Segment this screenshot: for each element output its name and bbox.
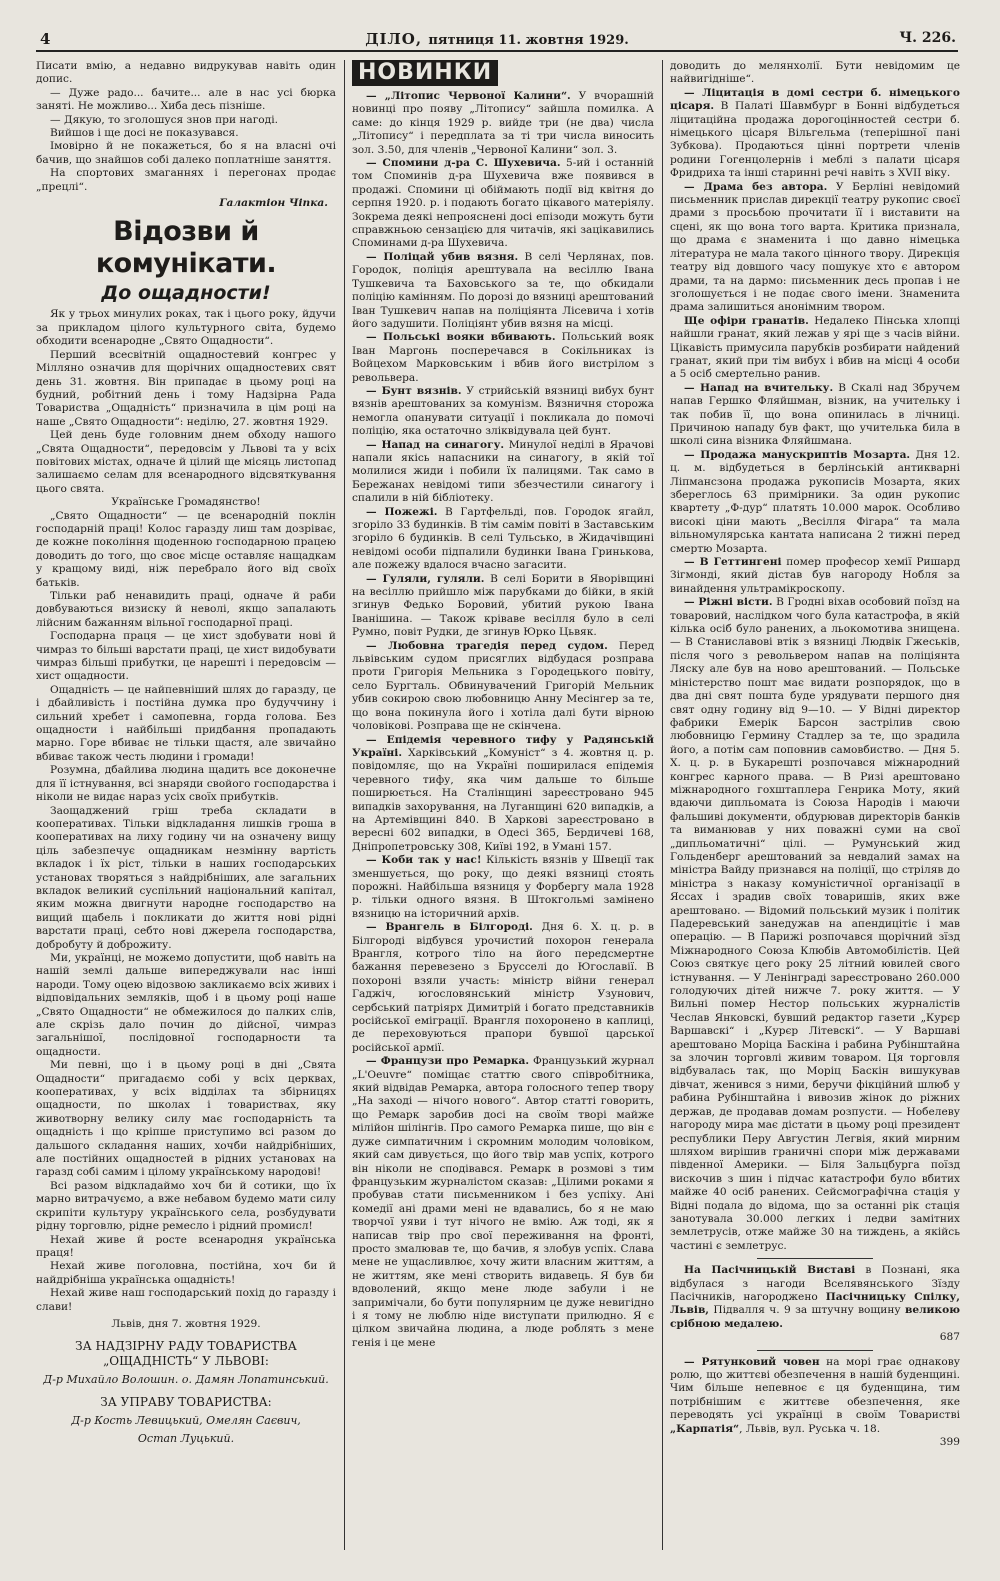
paragraph: Ми, українці, не можемо допустити, щоб навіть на нашій землі дальше випереджували нас інші народи. Тому оцею відозвою закликаємо всіх живих і відповідальних земляків, щоб і в цьому році наше „Свято Ощадности“ не обмежилося до палких слів, але скрізь дало почин до дійсної, чимраз загальнішої, послідовної господарности та ощадности. xyxy=(36,951,336,1058)
paragraph: Господарна праця — це хист здобувати нові й чимраз то більші варстати праці, це хист видобувати чимраз більші прибутки, це нарешті і передовсім — хист ощадности. xyxy=(36,630,336,683)
news-item-text: Перед львівським судом присяглих відбудася розправа проти Григорія Мельника з Городецького повіту, село Бургталь. Обвинувачений Григорій Мельник убив сокирою свою любовницю Анну Месінгер за те, що вона покинула його і хотіла далі бути вірною чоловікові. Розправа ще не скінчена. xyxy=(352,639,654,733)
news-item-title: — Драма без автора. xyxy=(684,180,828,193)
news-item-title: — Епідемія черевного тифу у Радянській Україні. xyxy=(352,733,654,759)
news-item xyxy=(352,506,654,573)
article-title: До ощадности! xyxy=(101,282,271,305)
paragraph: Ми певні, що і в цьому році в дні „Свята Ощадности“ пригадаємо собі у всіх церквах, кооперативах, у всіх відділах та збірницях ощадности, по школах і товариствах, яку животворну велику силу має господарність та ощадність і що кріпше приступимо всі разом до дальшого складання наших, хочби найдрібніших, але постійних ощадностей в рідних установах на гаразд собі самим і цілому українському народові! xyxy=(36,1059,336,1179)
management-names xyxy=(36,1432,336,1446)
issue-date: пятниця 11. жовтня 1929. xyxy=(428,33,629,48)
advert-text: в Познані, яка відбулася з нагоди Вселявянського Зїзду Пасічників, нагороджено xyxy=(670,1264,960,1303)
news-item-title: — Поліцай убив вязня. xyxy=(366,250,519,263)
masthead xyxy=(36,28,958,52)
article-body xyxy=(36,308,336,1313)
news-item xyxy=(352,439,654,506)
news-item-text: В селі Черлянах, пов. Городок, поліція арештувала на весіллю Івана Тушкевича та Баховського за те, що обкидали поліцію камінням. По дорозі до вязниці арештований Іван Тушкевич напав на поліціянта Лісевича і хотів його задушити. Поліціянт убив вязня на місці. xyxy=(352,250,654,330)
news-item-text: Дня 6. Х. ц. р. в Білгороді відбувся урочистий похорон генерала Врангля, котрого тіло на його передсмертне бажання перевезено з Брусселі до Югославії. В похороні взяли участь: міністр війни генерал Гаджіч, югословянський міністр Узунович, сербський патріярх Димитрій і богато представників російської еміграції. Врангля похоронено в каплиці, де переховуються прапори бувшої царської російської армії. xyxy=(352,921,654,1054)
news-item-text: Французький журнал „L'Oeuvre“ поміщає статтю свого співробітника, який відвідав Ремарка, автора голосного тепер твору „На заході — нічого нового“. Автор статті говорить, що Ремарк заробив досі на своїм творі майже мілійон шілінгів. Про самого Ремарка пише, що він є дуже симпатичним і скромним молодим чоловіком, який сам дивується, що його твір мав успіх, котрого він ніколи не сподівався. Ремарк в розмові з тим французьким журналістом сказав: „Цілими роками я пробував стати письменником і без успіху. Ані комедії ані драми мені не вдавались, бо я не маю творчої уяви і тут нічого не вмію. Аж тоді, як я написав твір про свої переживання на фронті, просто змалював те, що бачив, я злобув успіх. Слава мене не ущасливлює, хочу жити власним життям, а не життям, яке мені створить видавець. Я був би вдоволений, якщо мене люде забули і не запримічали, бо бути популярним це дуже невигідно і я тому не люблю ніде виступати прилюдно. Я є цілком звичайна людина, а люде роблять з мене генія і це мене xyxy=(352,1055,654,1349)
news-item-text: У Берліні невідомий письменник прислав дирекції театру рукопис своєї драми з просьбою прочитати її і виставити на сцені, як що вона того варта. Критика признала, що драма є знаменита і що давно німецька література не мала такого цінного твору. Дирекція театру від довшого часу пошукує хто є автором драми, та на дармо: письменник десь пропав і не зголошується і не подає свого імени. Знаменита драма залишиться анонімним твором. xyxy=(670,180,960,314)
column-rule-2 xyxy=(662,60,663,1550)
news-item-text: В Гартфельді, пов. Городок ягайл, згоріло 33 будинків. В тім самім повіті в Заставським згоріло 6 будинків. В селі Тульсько, в Жидачівщині невідомі особи підпалили будинки Івана Гриньковa, але пожежу вдалося вчасно загасити. xyxy=(352,505,654,572)
news-item-text: 5-ий і останній том Споминів д-ра Шухевича вже появився в продажі. Спомини ці обіймають події від квітня до серпня 1920. р. і подають богато цікавого матеріялу. Зокрема деякі непрояснені досі епізоди можуть бути справжньою сензацією для читачів, які зацікавились Споминами д-ра Шухевича. xyxy=(352,157,654,250)
news-item xyxy=(670,449,960,556)
news-item-text: Польський вояк Іван Маргонь посперечався в Сокільниках із Войцехом Марковським і вбив його вистрілом з револьвера. xyxy=(352,331,654,384)
column-left xyxy=(36,60,336,1565)
advert-lead: На Пасічницькій Виставі xyxy=(684,1264,856,1277)
news-item-title: — В Геттингені xyxy=(684,556,782,569)
management-names xyxy=(36,1414,336,1428)
news-item-title: — Французи про Ремарка. xyxy=(366,1055,530,1068)
column-rule-1 xyxy=(344,60,345,1550)
news-item-title: — Гуляли, гуляли. xyxy=(366,572,485,585)
advert-insurance xyxy=(670,1356,960,1436)
news-item xyxy=(352,1055,654,1350)
paragraph: Всі разом відкладаймо хоч би й сотики, що їх марно витрачуємо, а вже небавом будемо мати силу скрипіти культуру українського села, розбудувати рідну торговлю, рідне ремесло і рідний промисл! xyxy=(36,1179,336,1233)
paragraph: Нехай живе наш господарський похід до гаразду і слави! xyxy=(36,1287,336,1313)
news-item xyxy=(352,251,654,331)
news-item xyxy=(352,385,654,439)
column-right xyxy=(670,60,960,1565)
news-item-text: Дня 12. ц. м. відбудеться в берлінській антикварні Ліпмансзона продажа рукописів Мозарта, яких збереглось 63 примірники. За один рукопис квартету „Ф-дур“ платять 10.000 марок. Особливо високі ціни мають „Весілля Фігара“ та мала вільномулярська кантата написана 2 тижні перед смертю Мозарта. xyxy=(670,448,960,555)
continued-text: доводить до мелянхолії. Бути невідомим це найвигідніше“. xyxy=(670,60,960,86)
paragraph: Нехай живе й росте всенародня українська праця! xyxy=(36,1233,336,1259)
news-item-text: У стрийській вязниці вибух бунт вязнів арештованих за комунізм. Вязничня сторожа немогла опанувати ситуації і покликала до помочі поліцію, яка остаточно зліквідувала цей бунт. xyxy=(352,384,654,438)
news-item xyxy=(352,331,654,385)
paragraph: — Дуже радо... бачите... але в нас усі бюрка заняті. Не можливо... Хиба десь пізніше. xyxy=(36,86,336,113)
news-item-text: В Скалі над Збручем напав Гершко Фляйшман, візник, на учительку і так побив її, що вона опинилась в лічниці. Причиною нападу був факт, що учителька била в школі сина візника Фляйшмана. xyxy=(670,381,960,448)
advert-text: Підвалля ч. 9 за штучну вощину xyxy=(709,1304,905,1317)
paragraph: „Свято Ощадности“ — це всенародній поклін господарній праці! Колос гаразду лиш там дозріває, де кожне покоління щоденною господарною працею доводить до того, що своє місце оставляє нащадкам у кращому виді, ніж перебрало його від своїх батьків. xyxy=(36,509,336,589)
paragraph: Як у трьох минулих роках, так і цього року, йдучи за прикладом цілого культурного світа, будемо обходити всенародне „Свято Ощадности“. xyxy=(36,308,336,348)
place-date: Львів, дня 7. жовтня 1929. xyxy=(111,1317,261,1330)
management-heading: ЗА УПРАВУ ТОВАРИСТВА: xyxy=(100,1395,272,1410)
advert-bold: Пасічницьку Спілку, Львів, xyxy=(670,1290,960,1317)
advert-text: , Львів, вул. Руська ч. 18. xyxy=(739,1422,881,1435)
news-item xyxy=(352,734,654,855)
management-names-line-1: Д-р Кость Левицький, Омелян Саєвич, xyxy=(71,1414,301,1428)
advert-number: 687 xyxy=(939,1331,960,1344)
advert-beekeeping xyxy=(670,1264,960,1331)
board-heading: ЗА НАДЗІРНУ РАДУ ТОВАРИСТВА „ОЩАДНІСТЬ“ У ЛЬВОВІ: xyxy=(75,1339,297,1369)
news-rubric: НОВИНКИ xyxy=(352,60,498,86)
news-item-text: Кількість вязнів у Швеції так зменшується, що року, що деякі вязниці стоять порожні. Найбільша вязниця у Форбергу мала 1928 р. тільки одного вязня. В Штокгольмі замінено вязницю на історичний архів. xyxy=(352,854,654,920)
news-item xyxy=(352,921,654,1055)
news-item-title: Ще офіри гранатів. xyxy=(684,314,809,327)
advert-text: на морі грає однакову ролю, що життєві обезпечення в нашій буденщині. Чим більше непевноє є ця буденщина, тим потрібнішим є життєве обезпечення, яке переводять усі українці в своїм Товаристві xyxy=(670,1355,960,1422)
column-middle xyxy=(352,60,654,1565)
advert-bold: великою срібною медалею. xyxy=(670,1304,960,1330)
author-signature: Галактіон Чіпка. xyxy=(219,197,328,210)
paragraph: Писати вмію, а недавно видрукував навіть один допис. xyxy=(36,60,336,86)
news-item-title: — Напад на вчительку. xyxy=(684,381,834,394)
newspaper-title: ДІЛО, xyxy=(365,30,423,48)
section-title: Відозви й комунікати. xyxy=(95,216,277,280)
news-item-text: Минулої неділі в Ярачові напали якісь напасники на синагогу, в якій тої молилися жиди і побили їх палицями. Так само в Бережанах невідомі типи збезчестили синагогу і спалили в ній бібліотеку. xyxy=(352,438,654,505)
news-item xyxy=(352,854,654,921)
management-names-line-2: Остап Луцький. xyxy=(137,1432,235,1446)
news-list xyxy=(352,90,654,1350)
news-item xyxy=(670,596,960,1253)
news-item-title: — Пожежі. xyxy=(366,505,438,518)
news-item-title: — Врангель в Білгороді. xyxy=(366,921,533,934)
paragraph: На спортових змаганнях і перегонах продає „прецлі“. xyxy=(36,167,336,193)
news-item-text: помер професор хемії Ришард Зігмонді, який дістав був нагороду Нобля за винайдення ультрамікроскопу. xyxy=(670,556,960,595)
news-item xyxy=(670,315,960,382)
advert-bold: „Карпатія“ xyxy=(670,1422,740,1435)
news-item-title: — Коби так у нас! xyxy=(366,854,482,867)
news-item-text: Харківський „Комуніст“ з 4. жовтня ц. р. повідомляє, що на Україні поширилася епідемія черевного тифу, яка чим дальше то більше поширюється. На Сталінщині зареєстровано 945 випадків захорування, на Луганщині 620 випадків, а на Артемівщині 840. В Харкові зареєстровано в вересні 602 випадки, в Одесі 365, Бердичеві 168, Дніпропетровську 308, Київі 192, в Умані 157. xyxy=(352,746,654,853)
feuilleton-ending xyxy=(36,60,336,210)
paragraph: Тільки раб ненавидить праці, одначе й раби довбуваються визиску й неволі, якщо запалають лійсним бажанням вільної господарної праці. xyxy=(36,590,336,629)
divider xyxy=(757,1258,873,1259)
news-item-title: — Польські вояки вбивають. xyxy=(366,331,556,344)
board-names-text: Д-р Михайло Волошин. о. Дамян Лопатинський. xyxy=(43,1373,329,1387)
paragraph: Ощадність — це найпевніший шлях до гаразду, це і дбайливість і постійна думка про будуччину і сильний хребет і самопевна, горда голова. Без ощадности і найбільші придбання пропадають марно. Горе вбиває не тільки щастя, але звичайно вбиває також честь людини і громади! xyxy=(36,683,336,763)
news-item-title: — Ліцитація в домі сестри б. німецького цісаря. xyxy=(670,86,960,113)
news-item-title: — „Літопис Червоної Калини“. xyxy=(366,90,571,102)
paragraph: Заощаджений гріш треба складати в кооперативах. Тільки відкладання лишків гроша в кооперативах на лиху годину чи на означену вищу ціль забезпечує ощадникам незмінну вартість вкладок і їх ріст, тільки в наших господарських установах творяться з найдрібніших, але загальних вкладок великий суспільний національний капітал, яким можна двигнути народне господарство на вищий щабель і покликати до життя нові рідні варстати праці, себто нові джерела господарства, добробуту й доброжиту. xyxy=(36,804,336,951)
paragraph: Українське Громадянство! xyxy=(111,496,261,509)
news-list-right xyxy=(670,87,960,1253)
news-item-title: — Любовна трагедія перед судом. xyxy=(366,639,608,652)
advert-number: 399 xyxy=(939,1436,960,1449)
news-item xyxy=(352,157,654,251)
masthead-center xyxy=(36,30,958,48)
news-item-title: — Спомини д-ра С. Шухевича. xyxy=(366,157,561,170)
news-item xyxy=(670,87,960,181)
news-item-title: — Напад на синагогу. xyxy=(366,438,505,451)
news-item-text: У вчорашній новинці про появу „Літопису“ зайшла помилка. А саме: до кінця 1929 р. вийде три (не два) числа „Літопису“ і передплата за ті три числа виносить зол. 3.50, для членів „Червоної Калини“ зол. 3. xyxy=(352,90,654,156)
news-item xyxy=(670,556,960,596)
news-item-text: Недалеко Пінська хлопці найшли гранат, який лежав у ярі ще з часів війни. Цікавість примусила парубків розбирати найдений гранат, який при тім вибух і вбив на місці 4 особи а 5 осіб смертельно ранив. xyxy=(670,314,960,381)
news-item xyxy=(670,382,960,449)
news-item-text: В Палаті Шавмбург в Бонні відбудеться ліцитаційна продажа дорогоцінностей сестри б. німецького цісаря Вільгельма (теперішної пані Зубкова). Продаються цінні портрети членів родини Гогенцолернів і меблі з палати цісаря Фридриха та інші старинні речі навіть з XVII віку. xyxy=(670,100,960,180)
news-item xyxy=(670,181,960,315)
paragraph: Цей день буде головним днем обходу нашого „Свята Ощадности“, передовсім у Львові та у всіх повітових містах, одначе й цілий ще місяць листопад залишаємо селам для всенародного відсвяткування цього свята. xyxy=(36,429,336,495)
divider xyxy=(757,1350,873,1351)
issue-number: Ч. 226. xyxy=(899,30,956,46)
paragraph: Вийшов і ще досі не показувався. xyxy=(50,127,239,140)
page-number: 4 xyxy=(40,30,51,48)
board-names xyxy=(36,1373,336,1387)
news-item-text: В Гродні віхав особовий поїзд на товаровий, наслідком чого була катастрофа, в якій кілька осіб було ранених, а льокомотива знищена. — В Станиславові втік з вязниці Людвік Гжеськів, після чого з револьвером напав на поліціянта Ляску але був на ново арештований. — Польське міністерство пошт має видати розпорядок, що в два дні свят пошта буде урядувати першого дня свят одну годину від 9—10. — У Відні директор фабрики Емерік Барсон застрілив свою любовницю Гермину Стадлер за те, що зрадила його, а потім сам поповнив самовбиство. — Дня 5. Х. ц. р. в Букарешті розпочався міжнародний конгрес карного права. — В Ризі арештовано міжнародного гохштаплера Генрика Моту, який вдаючи дипльомата із Союза Народів і маючи фальшиві документи, обдурював директорів банків та виманював у них поважні суми на свої „дипльоматичні“ цілі. — Румунський жид Гольденберг арештований за невдалий замах на міністра Вайду признався на поліції, що стріляв до міністра з наказу комуністичної організації в Яссах і зрадив своїх товаришів, яких вже арештовано. — Відомий польський музик і політик Падеревський занедужав на апендицітіє і мав операцію. — В Парижі розпочався щорічний зїзд Міжнародного Союза Клюбів Автомобілістів. Цей Союз святкує цего року 25 літний ювилей свого істнування. — У Ленінграді зареєстровано 260.000 голодуючих дітей нижче 7. року життя. — У Вильні помер Нестор польських журналістів Чеслав Янковскі, бувший редактор газети „Курєр Варшавскі“ і „Курєр Літевскі“. — У Варшаві арештовано Моріца Баскіна і рабина Рубінштайна за злочин торговлі живим товаром. Ця торговля відбувалась так, що Моріц Баскін вишукував дівчат, женився з ними, беручи фікційний шлюб у рабина Рубінштайна і вивозив жінок до ріжних держав, де продавав домам розпусти. — Нобелеву нагороду мира має дістати в цьому році президент республики Перу Августин Легвія, який мирним шляхом вирішив граничні спори між державами південної Америки. — Біля Зальцбурга поїзд вискочив з шин і підчас катастрофи було вбитих майже 40 осіб ранених. Сейсмографічна стація у Відні подала до відома, що за останні рік стація занотувала 30.000 легких і ледви замітних землетрусів, отже майже 30 на тиждень, а якійсь частині є землетрус. xyxy=(670,596,960,1252)
advert-lead: — Рятунковий човен xyxy=(684,1355,820,1368)
paragraph: Нехай живе поголовна, постійна, хоч би й найдрібніша українська ощадність! xyxy=(36,1260,336,1286)
paragraph: Розумна, дбайлива людина щадить все доконечне для її істнування, всі знаряди свойого господарства і ніколи не видає нараз усіх своїх прибутків. xyxy=(36,764,336,804)
paragraph: — Дякую, то зголошуся знов при нагоді. xyxy=(50,113,278,126)
paragraph: Імовірно й не покажеться, бо я на власні очі бачив, що знайшов собі далеко поплатніше заняття. xyxy=(36,140,336,166)
news-item-title: — Ріжні вісти. xyxy=(684,596,773,609)
news-item xyxy=(352,573,654,640)
news-item-text: В селі Борити в Яворівщині на весіллю прийшло між парубками до бійки, в якій згинув Федько Боровий, убитий рукою Івана Іванішина. — Також кріваве весілля було в селі Румно, повіт Рудки, де згинув Юрко Цьвяк. xyxy=(352,572,654,639)
news-item-title: — Бунт вязнів. xyxy=(366,384,462,397)
news-item-title: — Продажа манускриптів Мозарта. xyxy=(684,448,911,461)
news-item xyxy=(352,90,654,157)
paragraph: Перший всесвітній ощадностевий конгрес у Мілляно означив для щорічних ощадностевих свят день 31. жовтня. Він припадає в цьому році на будний, робітний день і тому Надзірна Рада Товариства „Ощадність“ призначила в цім році на наше „Свято Ощадности“: неділю, 27. жовтня 1929. xyxy=(36,348,336,428)
news-item xyxy=(352,640,654,734)
